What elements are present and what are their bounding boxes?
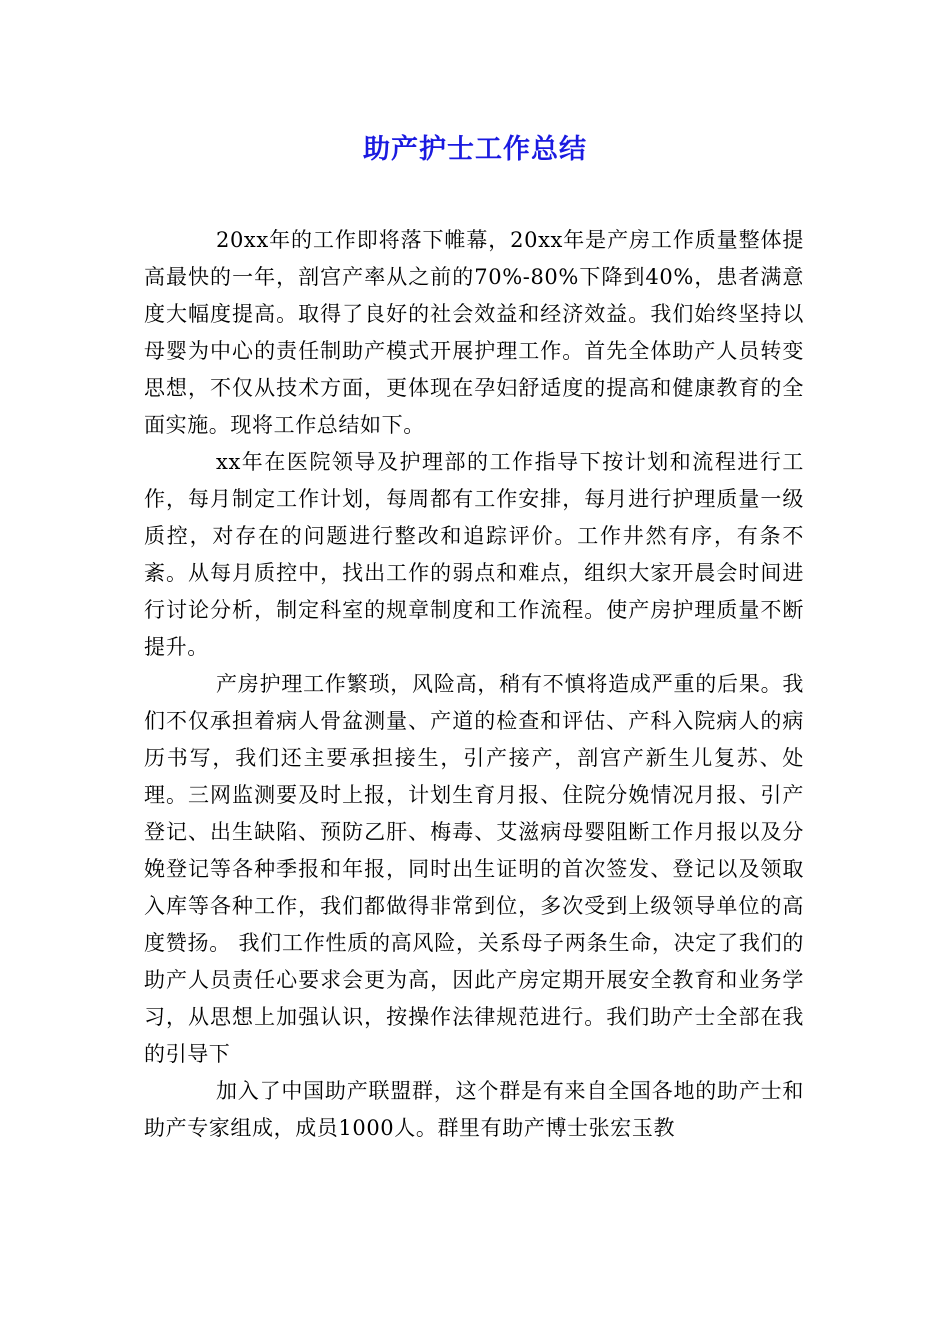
paragraph-nursing-duties: 产房护理工作繁琐，风险高，稍有不慎将造成严重的后果。我们不仅承担着病人骨盆测量、产道的检查和评估、产科入院病人的病历书写，我们还主要承担接生，引产接产，剖宫产新生儿复苏、处理。三网监测要及时上报，计划生育月报、住院分娩情况月报、引产登记、出生缺陷、预防乙肝、梅毒、艾滋病母婴阻断工作月报以及分娩登记等各种季报和年报，同时出生证明的首次签发、登记以及领取入库等各种工作，我们都做得非常到位，多次受到上级领导单位的高度赞扬。 我们工作性质的高风险，关系母子两条生命，决定了我们的助产人员责任心要求会更为高，因此产房定期开展安全教育和业务学习，从思想上加强认识，按操作法律规范进行。我们助产士全部在我的引导下 [144,672,804,1066]
document-title: 助产护士工作总结 [363,134,587,165]
paragraph-work-plan: xx年在医院领导及护理部的工作指导下按计划和流程进行工作，每月制定工作计划，每周都有工作安排，每月进行护理质量一级质控，对存在的问题进行整改和追踪评价。工作井然有序，有条不紊。从每月质控中，找出工作的弱点和难点，组织大家开晨会时间进行讨论分析，制定科室的规章制度和工作流程。使产房护理质量不断提升。 [144,450,804,659]
paragraph-midwife-alliance: 加入了中国助产联盟群，这个群是有来自全国各地的助产士和助产专家组成，成员1000人。群里有助产博士张宏玉教 [144,1079,804,1140]
document-body [144,222,804,1147]
paragraph-intro: 20xx年的工作即将落下帷幕，20xx年是产房工作质量整体提高最快的一年，剖宫产率从之前的70%-80%下降到40%，患者满意度大幅度提高。取得了良好的社会效益和经济效益。我们始终坚持以母婴为中心的责任制助产模式开展护理工作。首先全体助产人员转变思想，不仅从技术方面，更体现在孕妇舒适度的提高和健康教育的全面实施。现将工作总结如下。 [144,228,804,437]
